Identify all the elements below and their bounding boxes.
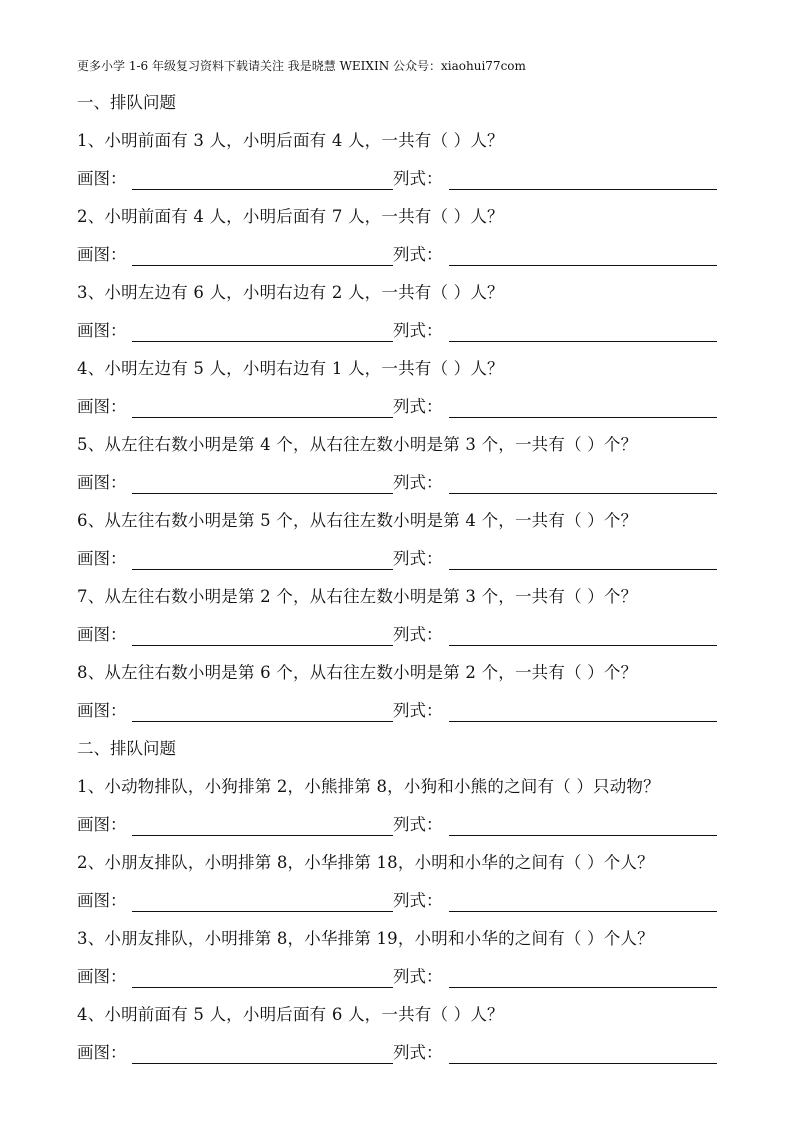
question-text: 2、小明前面有 4 人，小明后面有 7 人，一共有（ ）人？ bbox=[77, 207, 504, 226]
draw-answer-line bbox=[132, 987, 393, 988]
draw-label: 画图： bbox=[77, 169, 127, 188]
section-title: 二、排队问题 bbox=[77, 739, 176, 758]
question-text: 4、小明前面有 5 人，小明后面有 6 人，一共有（ ）人？ bbox=[77, 1005, 504, 1024]
equation-answer-line bbox=[449, 341, 717, 342]
question-text: 3、小明左边有 6 人，小明右边有 2 人，一共有（ ）人？ bbox=[77, 283, 504, 302]
draw-label: 画图： bbox=[77, 815, 127, 834]
draw-answer-line bbox=[132, 341, 393, 342]
answer-row bbox=[77, 958, 719, 996]
answer-row bbox=[77, 388, 719, 426]
equation-label: 列式： bbox=[393, 549, 443, 568]
draw-label: 画图： bbox=[77, 701, 127, 720]
draw-label: 画图： bbox=[77, 967, 127, 986]
equation-answer-line bbox=[449, 987, 717, 988]
draw-answer-line bbox=[132, 835, 393, 836]
equation-answer-line bbox=[449, 569, 717, 570]
draw-answer-line bbox=[132, 911, 393, 912]
answer-row bbox=[77, 464, 719, 502]
equation-label: 列式： bbox=[393, 473, 443, 492]
question-text: 4、小明左边有 5 人，小明右边有 1 人，一共有（ ）人？ bbox=[77, 359, 504, 378]
answer-row bbox=[77, 236, 719, 274]
question-text: 8、从左往右数小明是第 6 个，从右往左数小明是第 2 个，一共有（ ）个？ bbox=[77, 663, 638, 682]
question-text: 1、小明前面有 3 人，小明后面有 4 人，一共有（ ）人？ bbox=[77, 131, 504, 150]
answer-row bbox=[77, 692, 719, 730]
section-title: 一、排队问题 bbox=[77, 93, 176, 112]
equation-label: 列式： bbox=[393, 701, 443, 720]
header-note: 更多小学 1-6 年级复习资料下载请关注 我是晓慧 WEIXIN 公众号：xiaohui77com bbox=[77, 59, 526, 73]
equation-label: 列式： bbox=[393, 891, 443, 910]
question-text: 1、小动物排队，小狗排第 2，小熊排第 8，小狗和小熊的之间有（ ）只动物？ bbox=[77, 777, 660, 796]
equation-answer-line bbox=[449, 835, 717, 836]
equation-label: 列式： bbox=[393, 245, 443, 264]
draw-answer-line bbox=[132, 265, 393, 266]
equation-label: 列式： bbox=[393, 625, 443, 644]
answer-row bbox=[77, 806, 719, 844]
draw-answer-line bbox=[132, 417, 393, 418]
draw-answer-line bbox=[132, 1063, 393, 1064]
equation-label: 列式： bbox=[393, 967, 443, 986]
question-text: 3、小朋友排队，小明排第 8，小华排第 19，小明和小华的之间有（ ）个人？ bbox=[77, 929, 654, 948]
question-text: 2、小朋友排队，小明排第 8，小华排第 18，小明和小华的之间有（ ）个人？ bbox=[77, 853, 654, 872]
draw-label: 画图： bbox=[77, 625, 127, 644]
question-text: 7、从左往右数小明是第 2 个，从右往左数小明是第 3 个，一共有（ ）个？ bbox=[77, 587, 638, 606]
equation-answer-line bbox=[449, 265, 717, 266]
equation-label: 列式： bbox=[393, 321, 443, 340]
equation-answer-line bbox=[449, 911, 717, 912]
equation-label: 列式： bbox=[393, 815, 443, 834]
equation-answer-line bbox=[449, 1063, 717, 1064]
draw-label: 画图： bbox=[77, 397, 127, 416]
equation-label: 列式： bbox=[393, 169, 443, 188]
equation-label: 列式： bbox=[393, 1043, 443, 1062]
equation-answer-line bbox=[449, 189, 717, 190]
answer-row bbox=[77, 312, 719, 350]
draw-answer-line bbox=[132, 645, 393, 646]
answer-row bbox=[77, 160, 719, 198]
equation-answer-line bbox=[449, 721, 717, 722]
draw-answer-line bbox=[132, 189, 393, 190]
draw-label: 画图： bbox=[77, 473, 127, 492]
question-text: 6、从左往右数小明是第 5 个，从右往左数小明是第 4 个，一共有（ ）个？ bbox=[77, 511, 638, 530]
equation-answer-line bbox=[449, 417, 717, 418]
answer-row bbox=[77, 616, 719, 654]
draw-answer-line bbox=[132, 569, 393, 570]
draw-label: 画图： bbox=[77, 245, 127, 264]
equation-label: 列式： bbox=[393, 397, 443, 416]
draw-label: 画图： bbox=[77, 1043, 127, 1062]
draw-label: 画图： bbox=[77, 549, 127, 568]
draw-label: 画图： bbox=[77, 321, 127, 340]
question-text: 5、从左往右数小明是第 4 个，从右往左数小明是第 3 个，一共有（ ）个？ bbox=[77, 435, 638, 454]
worksheet bbox=[77, 84, 719, 1072]
answer-row bbox=[77, 1034, 719, 1072]
equation-answer-line bbox=[449, 493, 717, 494]
equation-answer-line bbox=[449, 645, 717, 646]
draw-label: 画图： bbox=[77, 891, 127, 910]
draw-answer-line bbox=[132, 493, 393, 494]
answer-row bbox=[77, 540, 719, 578]
draw-answer-line bbox=[132, 721, 393, 722]
answer-row bbox=[77, 882, 719, 920]
